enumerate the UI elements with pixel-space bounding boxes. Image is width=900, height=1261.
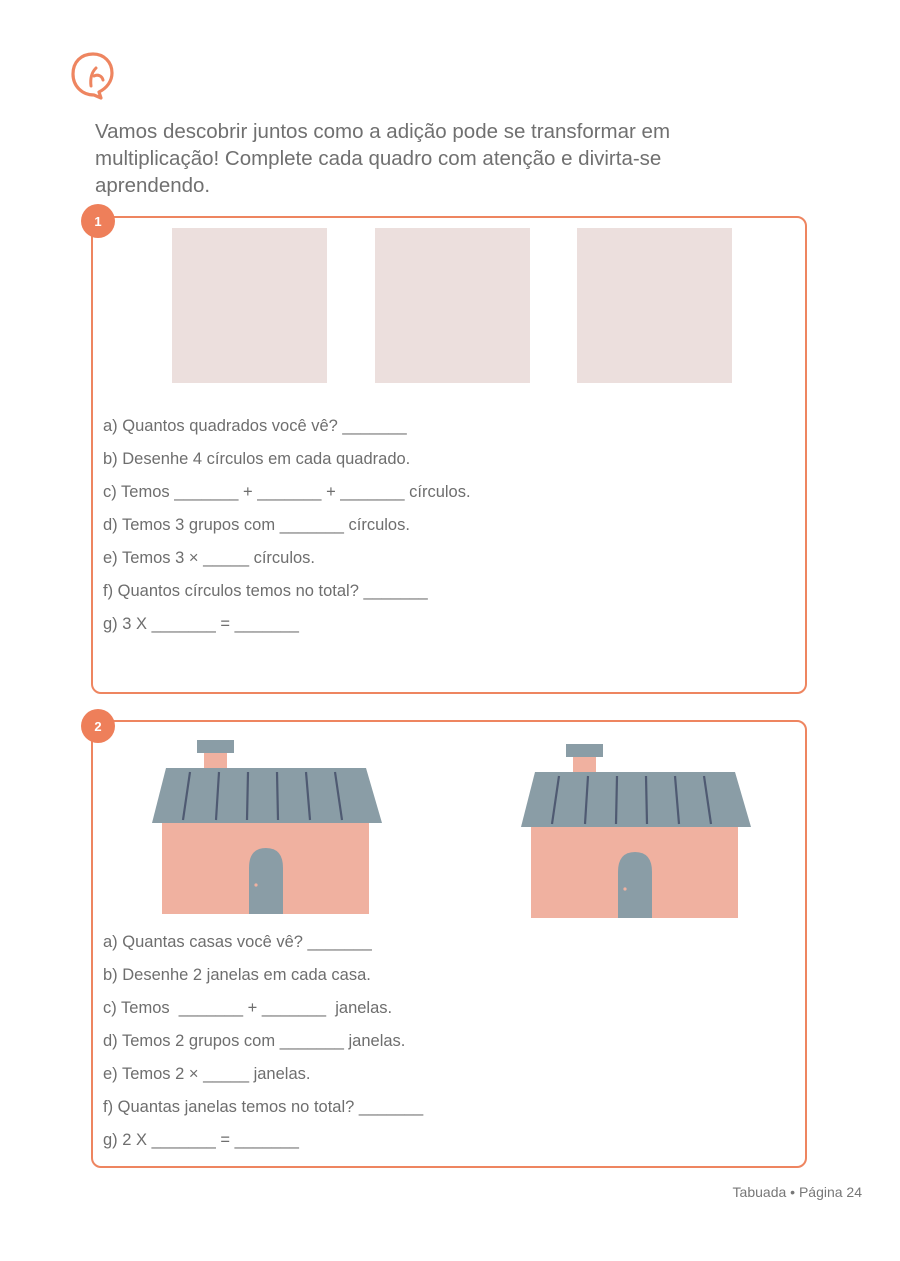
- exercise-1-question-c: c) Temos _______ + _______ + _______ círculos.: [103, 483, 471, 501]
- exercise-2-question-f: f) Quantas janelas temos no total? _______: [103, 1098, 424, 1116]
- exercise-2-question-a: a) Quantas casas você vê? _______: [103, 933, 372, 951]
- exercise-2-question-b: b) Desenhe 2 janelas em cada casa.: [103, 966, 371, 984]
- exercise-2-question-e: e) Temos 2 × _____ janelas.: [103, 1065, 311, 1083]
- exercise-1-badge: 1: [81, 204, 115, 238]
- exercise-2-question-d: d) Temos 2 grupos com _______ janelas.: [103, 1032, 406, 1050]
- exercise-2-question-c: c) Temos _______ + _______ janelas.: [103, 999, 393, 1017]
- drawing-square-1[interactable]: [172, 228, 327, 383]
- drawing-square-2[interactable]: [375, 228, 530, 383]
- house-illustration-1[interactable]: [150, 740, 384, 916]
- exercise-1-question-f: f) Quantos círculos temos no total? _______: [103, 582, 428, 600]
- exercise-1-question-b: b) Desenhe 4 círculos em cada quadrado.: [103, 450, 411, 468]
- house-illustration-2[interactable]: [519, 744, 753, 920]
- logo-icon: [70, 50, 116, 100]
- page-footer: Tabuada • Página 24: [732, 1184, 862, 1200]
- exercise-1-question-g: g) 3 X _______ = _______: [103, 615, 299, 633]
- intro-text: Vamos descobrir juntos como a adição pode se transformar em multiplicação! Complete cada quadro com atenção e divirta-se aprendendo.: [95, 120, 671, 197]
- exercise-1-question-a: a) Quantos quadrados você vê? _______: [103, 417, 407, 435]
- exercise-2-badge: 2: [81, 709, 115, 743]
- exercise-1-question-d: d) Temos 3 grupos com _______ círculos.: [103, 516, 410, 534]
- exercise-2-question-g: g) 2 X _______ = _______: [103, 1131, 299, 1149]
- drawing-square-3[interactable]: [577, 228, 732, 383]
- exercise-1-question-e: e) Temos 3 × _____ círculos.: [103, 549, 316, 567]
